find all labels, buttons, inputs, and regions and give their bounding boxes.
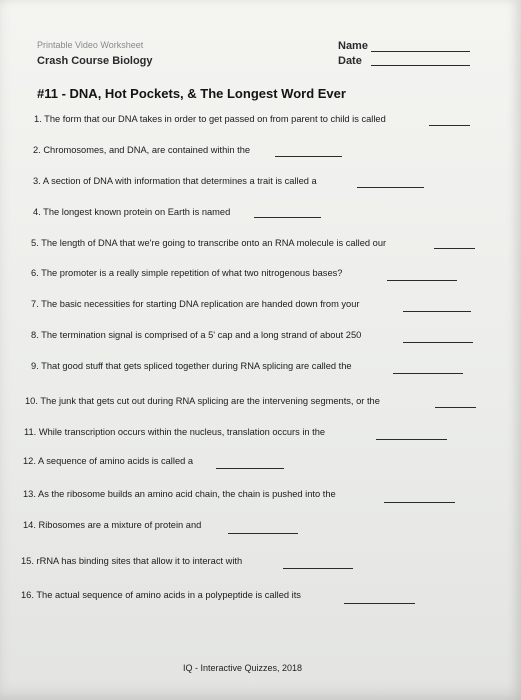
question-15: 15. rRNA has binding sites that allow it to interact with (21, 556, 243, 566)
question-11: 11. While transcription occurs within the nucleus, translation occurs in the (24, 427, 326, 437)
answer-blank-12 (216, 468, 284, 469)
answer-blank-10 (435, 407, 476, 408)
question-7: 7. The basic necessities for starting DNA replication are handed down from your (31, 299, 360, 309)
worksheet-title: #11 - DNA, Hot Pockets, & The Longest Word Ever (37, 86, 346, 101)
question-9: 9. That good stuff that gets spliced together during RNA splicing are called the (31, 361, 352, 371)
answer-blank-11 (376, 439, 447, 440)
date-blank (371, 65, 470, 66)
question-13: 13. As the ribosome builds an amino acid chain, the chain is pushed into the (23, 489, 336, 499)
question-12: 12. A sequence of amino acids is called a (23, 456, 194, 466)
question-10: 10. The junk that gets cut out during RNA splicing are the intervening segments, or the (25, 396, 380, 406)
date-label: Date (338, 55, 362, 67)
course-name: Crash Course Biology (37, 55, 153, 67)
answer-blank-4 (254, 217, 321, 218)
name-label: Name (338, 40, 368, 52)
answer-blank-1 (429, 125, 470, 126)
question-16: 16. The actual sequence of amino acids in a polypeptide is called its (21, 590, 301, 600)
worksheet-subtitle: Printable Video Worksheet (37, 40, 144, 50)
answer-blank-13 (384, 502, 455, 503)
question-1: 1. The form that our DNA takes in order to get passed on from parent to child is called (34, 114, 386, 124)
question-5: 5. The length of DNA that we're going to transcribe onto an RNA molecule is called our (31, 238, 387, 248)
question-2: 2. Chromosomes, and DNA, are contained within the (33, 145, 251, 155)
question-14: 14. Ribosomes are a mixture of protein and (23, 520, 202, 530)
answer-blank-8 (403, 342, 473, 343)
question-6: 6. The promoter is a really simple repetition of what two nitrogenous bases? (31, 268, 343, 278)
answer-blank-14 (228, 533, 298, 534)
answer-blank-3 (357, 187, 424, 188)
answer-blank-5 (434, 248, 475, 249)
name-blank (371, 51, 470, 52)
footer-credit: IQ - Interactive Quizzes, 2018 (183, 663, 303, 673)
answer-blank-2 (275, 156, 342, 157)
answer-blank-16 (344, 603, 415, 604)
question-4: 4. The longest known protein on Earth is named (33, 207, 231, 217)
question-3: 3. A section of DNA with information that determines a trait is called a (33, 176, 317, 186)
answer-blank-15 (283, 568, 353, 569)
answer-blank-9 (393, 373, 463, 374)
answer-blank-7 (403, 311, 471, 312)
question-8: 8. The termination signal is comprised of a 5' cap and a long strand of about 250 (31, 330, 362, 340)
answer-blank-6 (387, 280, 457, 281)
